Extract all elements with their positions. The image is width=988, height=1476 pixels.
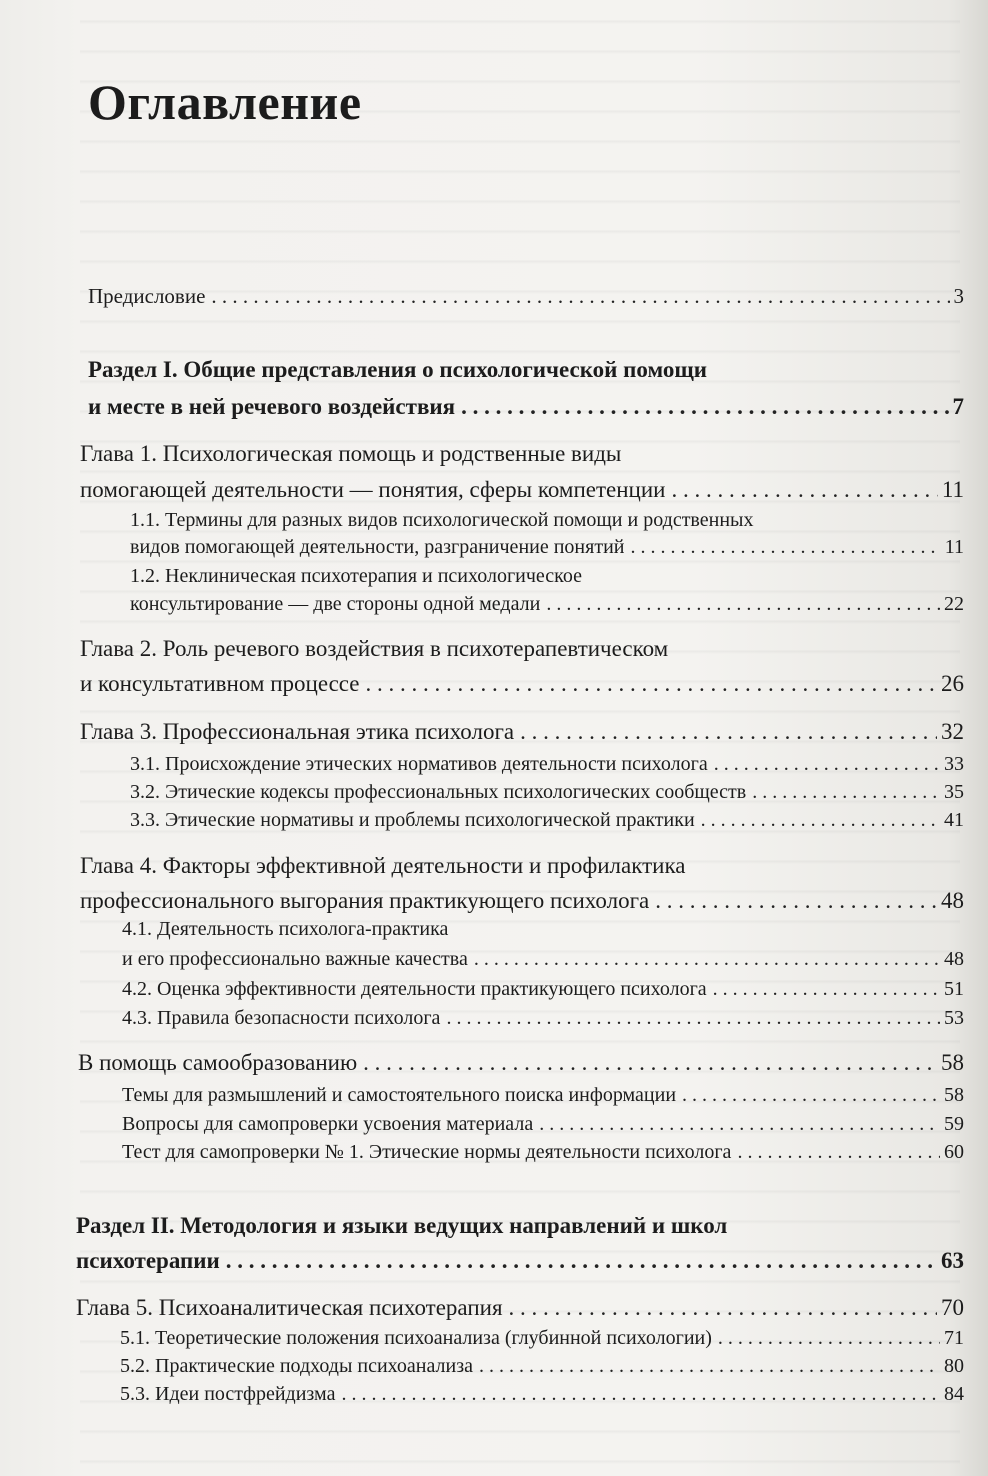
leader-dots xyxy=(671,476,937,504)
toc-subsection-5-2 xyxy=(120,1352,964,1380)
toc-entry-label: Глава 3. Профессиональная этика психолога xyxy=(80,719,515,744)
toc-page-number: 63 xyxy=(941,1248,964,1273)
toc-entry-preface xyxy=(88,282,964,310)
toc-subsection-4-1 xyxy=(122,945,964,973)
toc-entry-label: 3.2. Этические кодексы профессиональных психологических сообществ xyxy=(130,781,747,803)
toc-self-education-item-2 xyxy=(122,1110,964,1138)
leader-dots xyxy=(713,975,940,1003)
toc-chapter-2 xyxy=(80,670,964,698)
toc-page-number: 59 xyxy=(944,1113,964,1135)
leader-dots xyxy=(546,590,940,618)
toc-subsection-5-1 xyxy=(120,1324,964,1352)
toc-subsection-3-1 xyxy=(130,750,964,778)
toc-chapter-4 xyxy=(80,887,964,915)
toc-section-1 xyxy=(88,393,964,421)
leader-dots xyxy=(539,1110,940,1138)
toc-page-number: 58 xyxy=(941,1050,964,1075)
toc-entry-label: 3.1. Происхождение этических нормативов деятельности психолога xyxy=(130,753,708,775)
leader-dots xyxy=(714,750,940,778)
toc-subsection-1-1 xyxy=(130,533,964,561)
toc-chapter-3 xyxy=(80,718,964,746)
toc-self-education-item-3 xyxy=(122,1138,964,1166)
toc-page-number: 11 xyxy=(944,536,964,558)
toc-subsection-4-2 xyxy=(122,975,964,1003)
leader-dots xyxy=(630,533,940,561)
toc-entry-label: 5.1. Теоретические положения психоанализа (глубинной психологии) xyxy=(120,1327,712,1349)
toc-entry-label: 5.2. Практические подходы психоанализа xyxy=(120,1355,474,1377)
toc-entry-label: Тест для самопроверки № 1. Этические нормы деятельности психолога xyxy=(122,1141,732,1163)
toc-entry-label: Вопросы для самопроверки усвоения материала xyxy=(122,1113,534,1135)
toc-page-number: 33 xyxy=(944,753,964,775)
toc-page-number: 71 xyxy=(944,1327,964,1349)
toc-subsection-1-1-line1: 1.1. Термины для разных видов психологической помощи и родственных xyxy=(130,509,754,531)
toc-entry-label: Предисловие xyxy=(88,284,206,308)
toc-subsection-1-2 xyxy=(130,590,964,618)
toc-page-number: 11 xyxy=(941,477,964,502)
toc-page-number: 70 xyxy=(941,1295,964,1320)
toc-page-number: 58 xyxy=(944,1084,964,1106)
leader-dots xyxy=(509,1294,937,1322)
leader-dots xyxy=(226,1247,937,1275)
toc-entry-label: и месте в ней речевого воздействия xyxy=(88,394,456,419)
toc-section-2 xyxy=(76,1247,964,1275)
toc-section-1-line1: Раздел I. Общие представления о психологической помощи xyxy=(88,357,707,382)
toc-page-number: 7 xyxy=(952,394,964,419)
toc-chapter-1 xyxy=(80,476,964,504)
leader-dots xyxy=(366,670,937,698)
toc-entry-label: психотерапии xyxy=(76,1248,220,1273)
toc-page-number: 26 xyxy=(941,671,964,696)
toc-page-number: 41 xyxy=(944,809,964,831)
toc-entry-label: профессионального выгорания практикующего психолога xyxy=(80,888,650,913)
toc-page-number: 32 xyxy=(941,719,964,744)
toc-entry-label: видов помогающей деятельности, разграничение понятий xyxy=(130,536,625,558)
toc-chapter-4-line1: Глава 4. Факторы эффективной деятельности и профилактика xyxy=(80,853,686,878)
toc-entry-label: Темы для размышлений и самостоятельного поиска информации xyxy=(122,1084,677,1106)
leader-dots xyxy=(737,1138,940,1166)
leader-dots xyxy=(341,1380,940,1408)
toc-subsection-3-2 xyxy=(130,778,964,806)
leader-dots xyxy=(211,282,949,310)
leader-dots xyxy=(363,1049,937,1077)
toc-page-number: 48 xyxy=(944,948,964,970)
toc-entry-label: и консультативном процессе xyxy=(80,671,360,696)
toc-page-number: 51 xyxy=(944,978,964,1000)
leader-dots xyxy=(682,1081,940,1109)
toc-entry-label: 5.3. Идеи постфрейдизма xyxy=(120,1383,336,1405)
toc-entry-label: консультирование — две стороны одной медали xyxy=(130,593,541,615)
toc-entry-label: 4.3. Правила безопасности психолога xyxy=(122,1007,441,1029)
leader-dots xyxy=(752,778,940,806)
leader-dots xyxy=(520,718,937,746)
toc-chapter-2-line1: Глава 2. Роль речевого воздействия в психотерапевтическом xyxy=(80,636,669,661)
toc-page-number: 22 xyxy=(944,593,964,615)
toc-subsection-5-3 xyxy=(120,1380,964,1408)
toc-page-number: 48 xyxy=(941,888,964,913)
toc-entry-label: Глава 5. Психоаналитическая психотерапия xyxy=(76,1295,503,1320)
toc-subsection-3-3 xyxy=(130,806,964,834)
toc-chapter-5 xyxy=(76,1294,964,1322)
toc-subsection-1-2-line1: 1.2. Неклиническая психотерапия и психологическое xyxy=(130,565,583,587)
toc-entry-label: В помощь самообразованию xyxy=(78,1050,358,1075)
toc-entry-label: и его профессионально важные качества xyxy=(122,948,468,970)
toc-page-number: 35 xyxy=(944,781,964,803)
toc-subsection-4-3 xyxy=(122,1004,964,1032)
toc-page-number: 84 xyxy=(944,1383,964,1405)
toc-subsection-4-1-line1: 4.1. Деятельность психолога-практика xyxy=(122,918,449,940)
toc-page-number: 80 xyxy=(944,1355,964,1377)
leader-dots xyxy=(474,945,940,973)
toc-page-number: 53 xyxy=(944,1007,964,1029)
leader-dots xyxy=(718,1324,940,1352)
toc-entry-label: 3.3. Этические нормативы и проблемы психологической практики xyxy=(130,809,695,831)
toc-section-2-line1: Раздел II. Методология и языки ведущих направлений и школ xyxy=(76,1213,728,1238)
toc-page-number: 3 xyxy=(953,284,964,308)
leader-dots xyxy=(446,1004,940,1032)
toc-entry-label: помогающей деятельности — понятия, сферы компетенции xyxy=(80,477,666,502)
leader-dots xyxy=(701,806,940,834)
toc-page-number: 60 xyxy=(944,1141,964,1163)
leader-dots xyxy=(479,1352,940,1380)
leader-dots xyxy=(655,887,937,915)
toc-chapter-1-line1: Глава 1. Психологическая помощь и родственные виды xyxy=(80,441,622,466)
page-title: Оглавление xyxy=(88,74,362,130)
leader-dots xyxy=(461,393,948,421)
toc-self-education xyxy=(78,1049,964,1077)
toc-entry-label: 4.2. Оценка эффективности деятельности практикующего психолога xyxy=(122,978,707,1000)
toc-self-education-item-1 xyxy=(122,1081,964,1109)
